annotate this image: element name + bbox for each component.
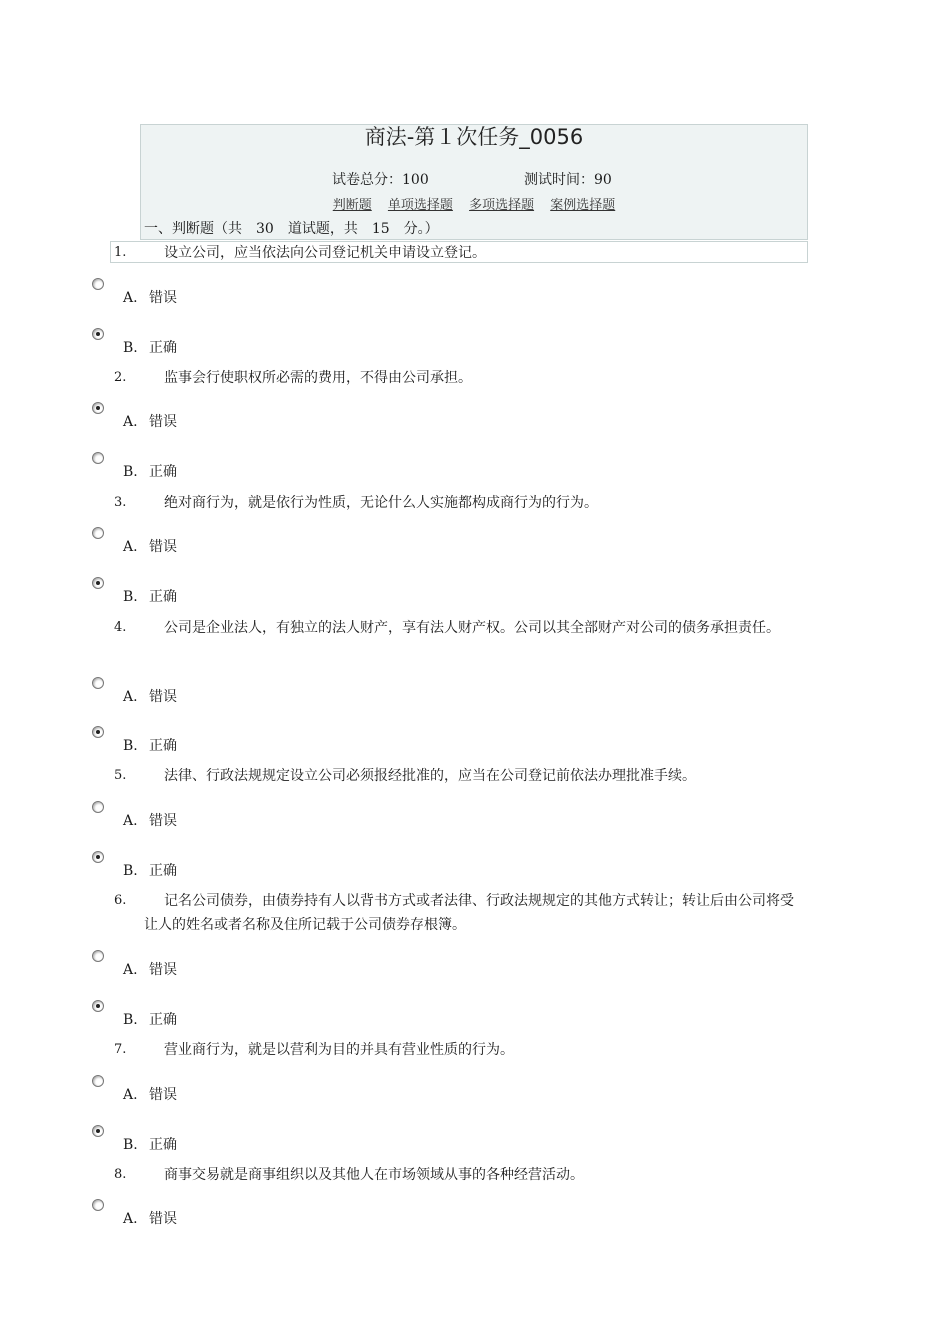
option-q1-b[interactable]: B. 正确 <box>123 340 177 356</box>
question-text: 记名公司债券，由债券持有人以背书方式或者法律、行政法规规定的其他方式转让；转让后由公司将受让人的姓名或者名称及住所记载于公司债券存根簿。 <box>144 893 794 933</box>
question-number: 6. <box>114 893 127 908</box>
radio-q3-a[interactable] <box>92 527 104 539</box>
radio-q4-a[interactable] <box>92 677 104 689</box>
question-text: 监事会行使职权所必需的费用，不得由公司承担。 <box>164 370 472 386</box>
option-q6-b[interactable]: B. 正确 <box>123 1012 177 1028</box>
question-number: 2. <box>114 370 127 385</box>
radio-q5-a[interactable] <box>92 801 104 813</box>
radio-q8-a[interactable] <box>92 1199 104 1211</box>
radio-q2-a[interactable] <box>92 402 104 414</box>
radio-q4-b[interactable] <box>92 726 104 738</box>
exam-header <box>140 124 808 240</box>
question-number: 5. <box>114 768 127 783</box>
test-time: 测试时间：90 <box>524 172 612 188</box>
option-q6-a[interactable]: A. 错误 <box>123 962 177 978</box>
question-number: 4. <box>114 620 127 635</box>
question-number: 1. <box>114 245 127 260</box>
page-title: 商法-第１次任务_0056 <box>364 125 584 149</box>
nav-single-choice[interactable]: 单项选择题 <box>387 198 453 213</box>
radio-q1-a[interactable] <box>92 278 104 290</box>
radio-q1-b[interactable] <box>92 328 104 340</box>
question-text: 法律、行政法规规定设立公司必须报经批准的，应当在公司登记前依法办理批准手续。 <box>164 768 696 784</box>
section-nav <box>141 196 807 216</box>
option-q2-b[interactable]: B. 正确 <box>123 464 177 480</box>
question-number: 8. <box>114 1167 127 1182</box>
question-text: 公司是企业法人，有独立的法人财产，享有法人财产权。公司以其全部财产对公司的债务承担责任。 <box>164 620 780 636</box>
section-title: 一、判断题（共 30 道试题，共 15 分。） <box>144 221 439 237</box>
radio-q6-b[interactable] <box>92 1000 104 1012</box>
nav-multiple-choice[interactable]: 多项选择题 <box>469 198 535 213</box>
option-q2-a[interactable]: A. 错误 <box>123 414 177 430</box>
radio-q3-b[interactable] <box>92 577 104 589</box>
question-text: 商事交易就是商事组织以及其他人在市场领域从事的各种经营活动。 <box>164 1167 584 1183</box>
option-q4-a[interactable]: A. 错误 <box>123 689 177 705</box>
question-number: 7. <box>114 1042 127 1057</box>
question-text: 营业商行为，就是以营利为目的并具有营业性质的行为。 <box>164 1042 514 1058</box>
option-q5-a[interactable]: A. 错误 <box>123 813 177 829</box>
option-q3-a[interactable]: A. 错误 <box>123 539 177 555</box>
option-q8-a[interactable]: A. 错误 <box>123 1211 177 1227</box>
option-q5-b[interactable]: B. 正确 <box>123 863 177 879</box>
question-text: 设立公司，应当依法向公司登记机关申请设立登记。 <box>164 245 486 261</box>
radio-q5-b[interactable] <box>92 851 104 863</box>
option-q1-a[interactable]: A. 错误 <box>123 290 177 306</box>
question-text: 绝对商行为，就是依行为性质，无论什么人实施都构成商行为的行为。 <box>164 495 598 511</box>
option-q7-a[interactable]: A. 错误 <box>123 1087 177 1103</box>
nav-case-choice[interactable]: 案例选择题 <box>550 198 616 213</box>
radio-q2-b[interactable] <box>92 452 104 464</box>
total-score: 试卷总分：100 <box>332 172 429 188</box>
option-q4-b[interactable]: B. 正确 <box>123 738 177 754</box>
option-q7-b[interactable]: B. 正确 <box>123 1137 177 1153</box>
radio-q6-a[interactable] <box>92 950 104 962</box>
question-number: 3. <box>114 495 127 510</box>
nav-true-false[interactable]: 判断题 <box>332 198 372 213</box>
radio-q7-b[interactable] <box>92 1125 104 1137</box>
option-q3-b[interactable]: B. 正确 <box>123 589 177 605</box>
radio-q7-a[interactable] <box>92 1075 104 1087</box>
